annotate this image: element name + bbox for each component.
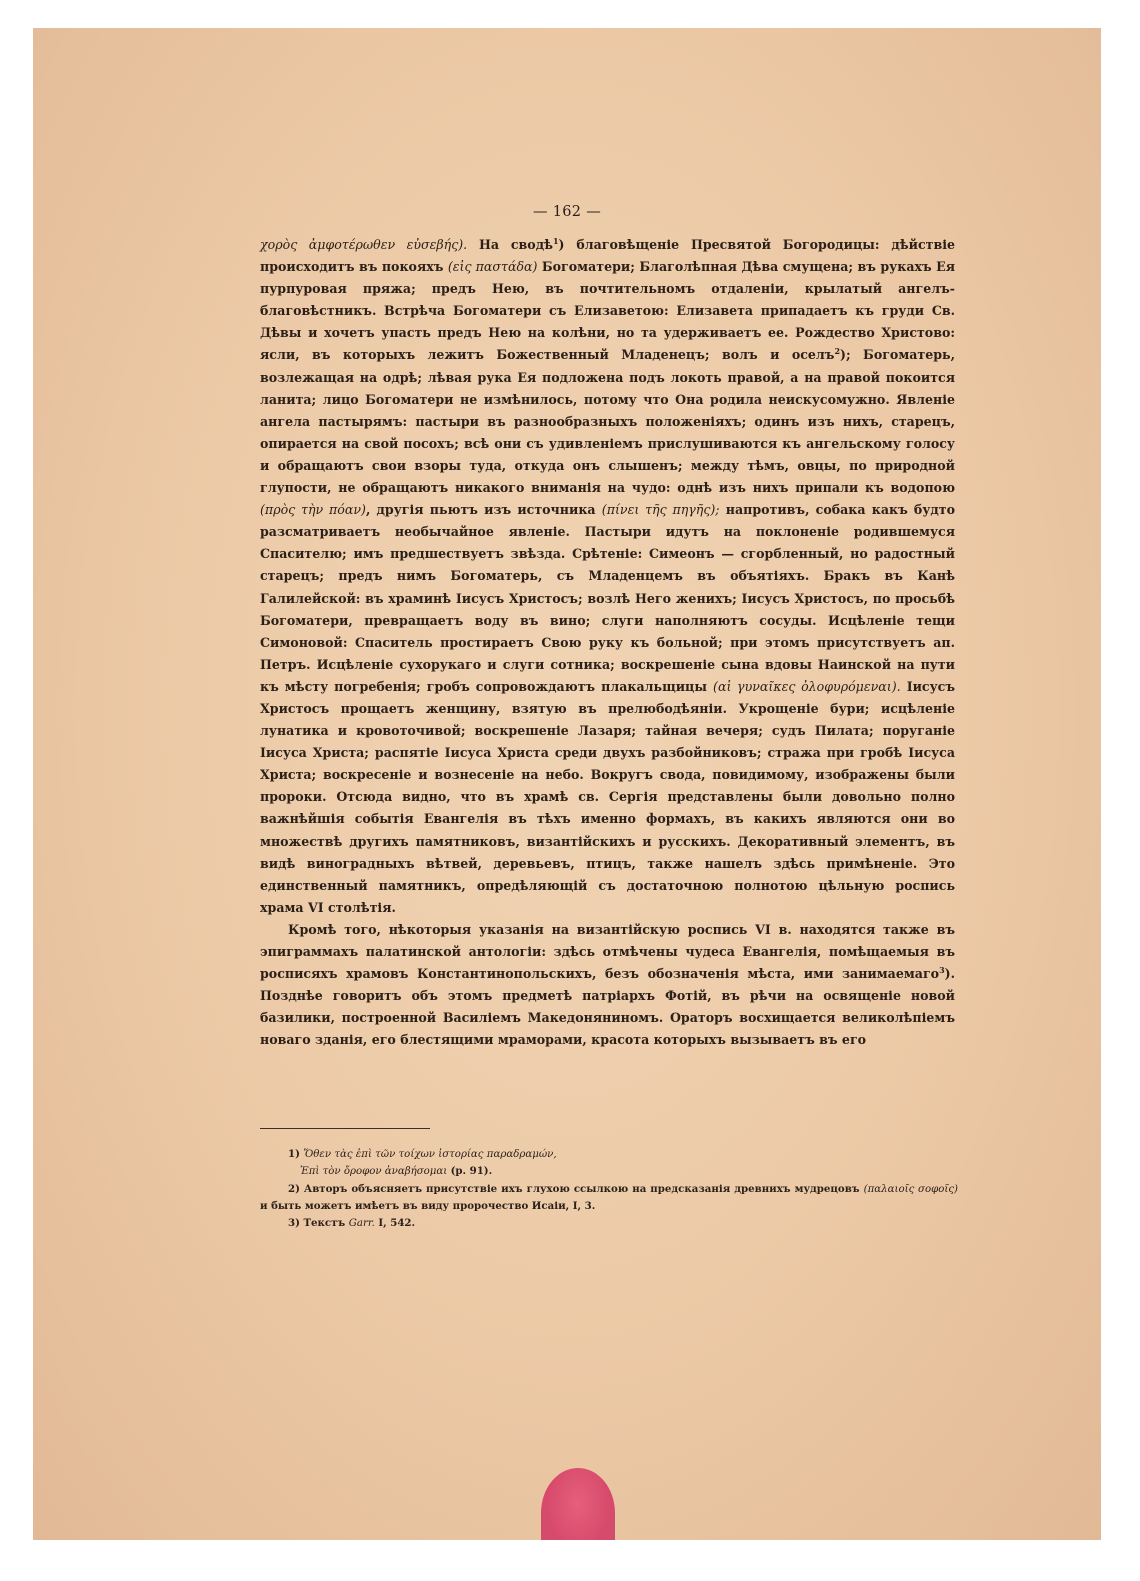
body-text xyxy=(260,234,955,1051)
footnotes xyxy=(260,1146,958,1232)
paragraph-2 xyxy=(260,919,955,1052)
text-span: На сводѣ xyxy=(467,237,553,252)
text-span: ). Позднѣе говоритъ объ этомъ предметѣ патріархъ Фотій, въ рѣчи на освященіе новой базилики, построенной Василіемъ Македоняниномъ. Ораторъ восхищается великолѣпіемъ новаго зданія, его блестящими мраморами, красота которыхъ вызываетъ въ его xyxy=(260,966,955,1048)
footnote-divider xyxy=(260,1128,430,1129)
footnote-text: Авторъ объясняетъ присутствіе ихъ глухою ссылкою на предсказанія древнихъ мудрецовъ xyxy=(303,1182,864,1195)
footnote-page-ref: (p. 91). xyxy=(450,1165,493,1178)
footnote-text: Текстъ xyxy=(303,1216,349,1229)
footnote-marker: 2) xyxy=(288,1182,300,1195)
footnote-3 xyxy=(260,1215,958,1232)
text-span: , другія пьютъ изъ источника xyxy=(365,502,602,518)
page-number: — 162 — xyxy=(533,204,601,220)
text-span: ) благовѣщеніе Пресвятой Богородицы: дѣйствіе происходитъ въ покояхъ xyxy=(260,237,955,275)
footnote-greek: Ὅθεν τὰς ἐπὶ τῶν τοίχων ἱστορίας παραδραμών, xyxy=(303,1149,557,1160)
footnote-ref-3[interactable]: 3 xyxy=(939,964,945,975)
paragraph-1 xyxy=(260,234,955,919)
footnote-marker: 3) xyxy=(288,1216,300,1229)
footnote-1 xyxy=(260,1146,958,1163)
library-stamp-mark xyxy=(541,1468,615,1540)
text-span: напротивъ, собака какъ будто разсматриваетъ необычайное явленіе. Пастыри идутъ на поклоненіе родившемуся Спасителю; имъ предшествуетъ звѣзда. Срѣтеніе: Симеонъ — сгорбленный, но радостный старецъ; предъ нимъ Богоматерь, съ Младенцемъ въ объятіяхъ. Бракъ въ Канѣ Галилейской: въ храминѣ Іисусъ Христосъ; возлѣ Него женихъ; Іисусъ Христосъ, по просьбѣ Богоматери, превращаетъ воду въ вино; слуги наполняютъ сосуды. Исцѣленіе тещи Симоновой: Спаситель простираетъ Свою руку къ больной; при этомъ присутствуетъ ап. Петръ. Исцѣленіе сухорукаго и слуги сотника; воскрешеніе сына вдовы Наинской на пути къ мѣсту погребенія; гробъ сопровождаютъ плакальщицы xyxy=(260,502,955,694)
text-span: Іисусъ Христосъ прощаетъ женщину, взятую въ прелюбодѣяніи. Укрощеніе бури; исцѣленіе лунатика и кровоточивой; воскрешеніе Лазаря; тайная вечеря; судъ Пилата; поруганіе Іисуса Христа; распятіе Іисуса Христа среди двухъ разбойниковъ; стража при гробѣ Іисуса Христа; воскресеніе и вознесеніе на небо. Вокругъ свода, повидимому, изображены были пророки. Отсюда видно, что въ храмѣ св. Сергія представлены были довольно полно важнѣйшія событія Евангелія въ тѣхъ именно формахъ, въ какихъ являются они во множествѣ другихъ памятниковъ, византійскихъ и русскихъ. Декоративный элементъ, въ видѣ виноградныхъ вѣтвей, деревьевъ, птицъ, также нашелъ здѣсь примѣненіе. Это единственный памятникъ, опредѣляющій съ достаточною полнотою цѣльную роспись храма VI столѣтія. xyxy=(260,678,955,915)
document-page xyxy=(33,28,1101,1540)
footnote-greek: (παλαιοῖς σοφοῖς) xyxy=(863,1183,959,1195)
footnote-source: Garr. xyxy=(348,1217,375,1229)
text-span: Богоматери; Благолѣпная Дѣва смущена; въ рукахъ Ея пурпуровая пряжа; предъ Нею, въ почтительномъ отдаленіи, крылатый ангелъ-благовѣстникъ. Встрѣча Богоматери съ Елизаветою: Елизавета припадаетъ къ груди Св. Дѣвы и хочетъ упасть предъ Нею на колѣни, но та удерживаетъ ее. Рождество Христово: ясли, въ которыхъ лежитъ Божественный Младенецъ; волъ и оселъ xyxy=(260,259,955,363)
footnote-ref-2[interactable]: 2 xyxy=(834,346,841,357)
greek-quote: χορὸς ἀμφοτέρωθεν εὐσεβής). xyxy=(260,237,468,252)
text-span: ); Богоматерь, возлежащая на одрѣ; лѣвая рука Ея подложена подъ локоть правой, а на правой покоится ланита; лицо Богоматери не измѣнилось, потому что Она родила неискусомужно. Явленіе ангела пастырямъ: пастыри въ разнообразныхъ положеніяхъ; одинъ изъ нихъ, старецъ, опирается на свой посохъ; всѣ они съ удивленіемъ прислушиваются къ ангельскому голосу и обращаютъ свои взоры туда, откуда онъ слышенъ; между тѣмъ, овцы, по природной глупости, не обращаютъ никакого вниманія на чудо: однѣ изъ нихъ припали къ водопою xyxy=(260,347,955,496)
footnote-marker: 1) xyxy=(288,1148,300,1160)
footnote-2 xyxy=(260,1181,958,1215)
greek-quote: (εἰς παστάδα) xyxy=(447,259,538,275)
footnote-ref-1[interactable]: 1 xyxy=(552,235,559,246)
text-span: Кромѣ того, нѣкоторыя указанія на византійскую роспись VI в. находятся также въ эпиграммахъ палатинской антологіи: здѣсь отмѣчены чудеса Евангелія, помѣщаемыя въ росписяхъ храмовъ Константинопольскихъ, безъ обозначенія мѣста, ими занимаемаго xyxy=(260,921,955,982)
footnote-text: и быть можетъ имѣетъ въ виду пророчество Исаіи, I, 3. xyxy=(260,1200,596,1213)
footnote-greek: Ἐπὶ τὸν ὄροφον ἀναβήσομαι xyxy=(300,1166,448,1178)
greek-quote: (πρὸς τὴν πόαν) xyxy=(260,502,366,518)
footnote-text: I, 542. xyxy=(374,1216,416,1229)
greek-quote: (αἱ γυναῖκες ὀλοφυρόμεναι). xyxy=(713,678,901,694)
greek-quote: (πίνει τῆς πηγῆς); xyxy=(601,502,720,518)
footnote-1-continuation xyxy=(260,1163,958,1180)
